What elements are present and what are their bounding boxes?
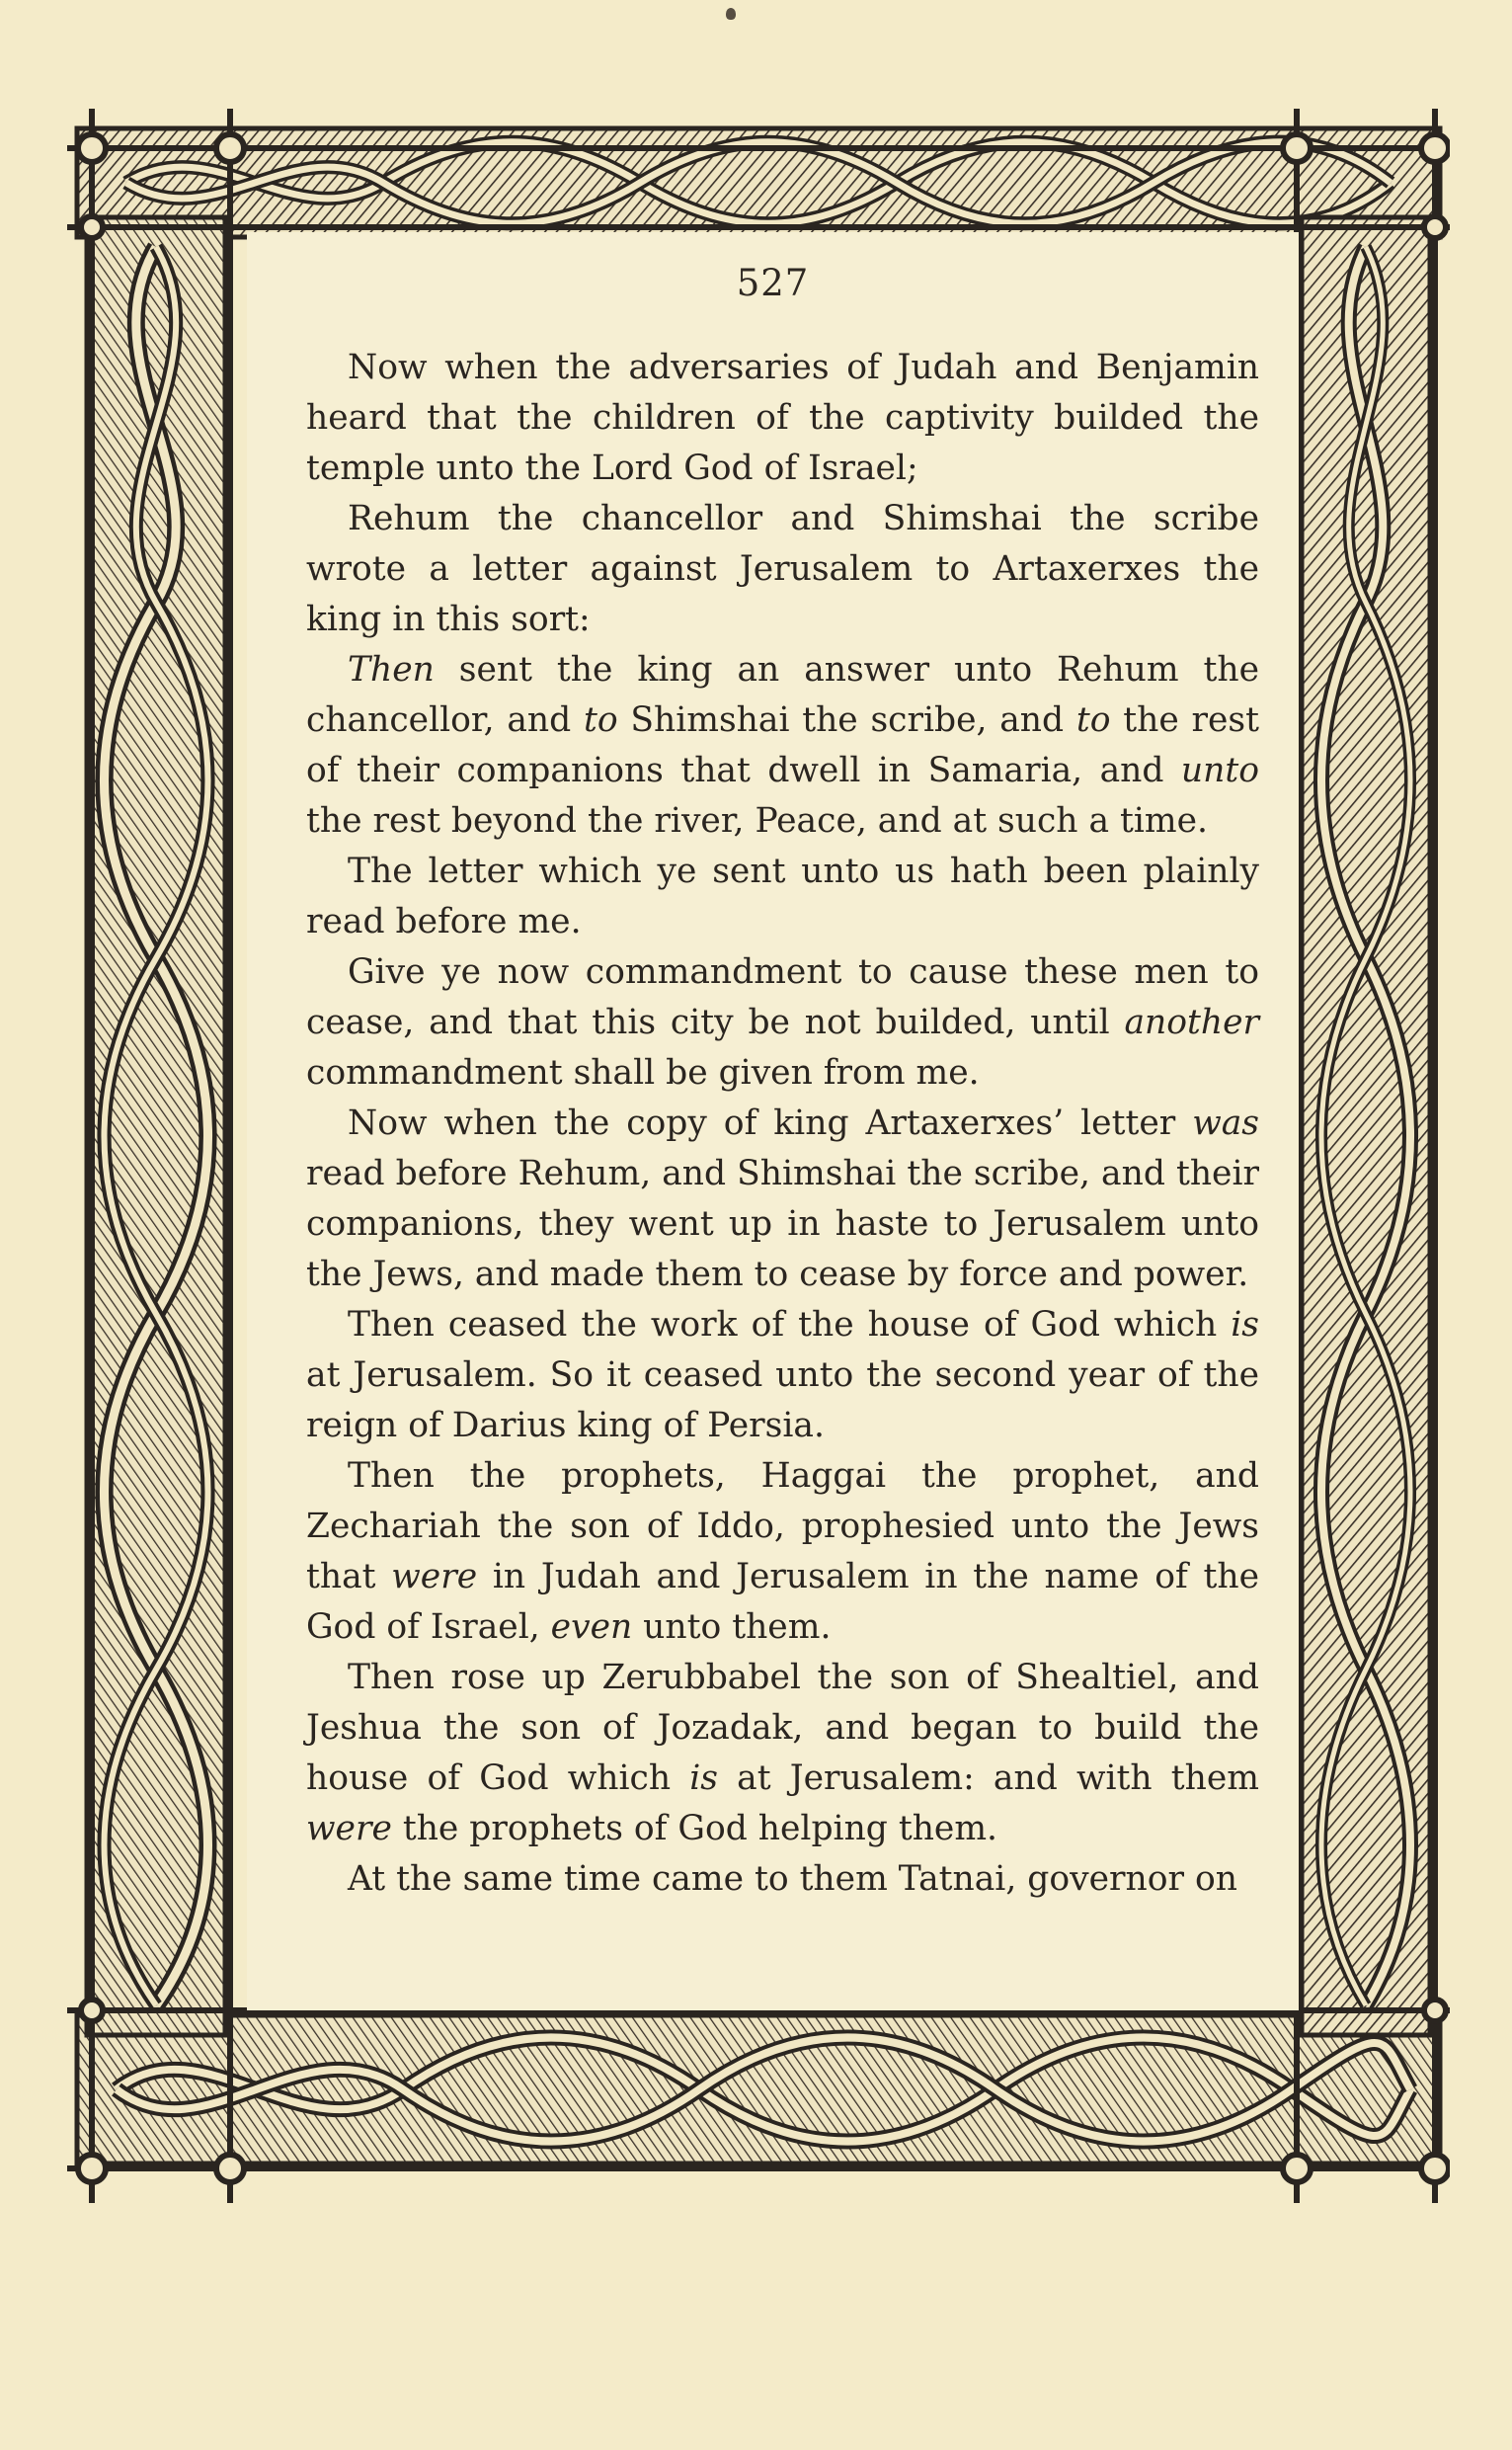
italic-word: were — [306, 1809, 392, 1848]
verse-text-run: at Jerusalem. So it ceased unto the second year of the reign of Darius king of Persia. — [306, 1355, 1259, 1445]
italic-word: another — [1124, 1003, 1259, 1042]
italic-word: unto — [1180, 751, 1259, 790]
verse-paragraph — [306, 494, 1259, 645]
verse-text-run: in Judah and Jerusalem in the name of the God of Israel, — [306, 1557, 1260, 1647]
ink-speck — [726, 8, 736, 20]
verse-text-run: at Jerusalem: and with them — [718, 1758, 1259, 1798]
verse-text-run: Then the prophets, Haggai the prophet, and Zechariah the son of Iddo, prophesied unto the Jews that — [306, 1456, 1259, 1596]
italic-word: to — [1075, 700, 1111, 740]
italic-word: even — [550, 1607, 633, 1647]
italic-word: to — [583, 700, 618, 740]
italic-word: was — [1192, 1103, 1259, 1143]
verse-paragraph — [306, 1451, 1259, 1653]
verse-paragraph — [306, 1300, 1259, 1451]
verse-text-run: Now when the copy of king Artaxerxes’ letter — [348, 1103, 1193, 1143]
italic-word: were — [391, 1557, 478, 1596]
verse-paragraph — [306, 1099, 1259, 1300]
verse-text-run: Then ceased the work of the house of God which — [348, 1305, 1232, 1345]
verse-text-run: the prophets of God helping them. — [391, 1809, 998, 1848]
verse-text-run: The letter which ye sent unto us hath been plainly read before me. — [306, 852, 1259, 941]
page-number: 527 — [736, 262, 810, 304]
verse-paragraph — [306, 847, 1259, 947]
verse-text-run: unto them. — [632, 1607, 832, 1647]
verse-text-run: read before Rehum, and Shimshai the scribe, and their companions, they went up in haste to Jerusalem unto the Jews, and made them to cease by force and power. — [306, 1154, 1259, 1294]
verse-text-run: sent the king an answer unto Rehum the chancellor, and — [306, 650, 1259, 740]
verse-paragraph — [306, 645, 1259, 847]
verse-paragraph — [306, 1653, 1259, 1854]
verse-text — [306, 343, 1259, 1905]
verse-text-run: Then rose up Zerubbabel the son of Shealtiel, and Jeshua the son of Jozadak, and began to build the house of God which — [306, 1658, 1259, 1798]
verse-paragraph — [306, 1854, 1259, 1905]
verse-text-run: commandment shall be given from me. — [306, 1053, 980, 1093]
page-panel — [247, 232, 1299, 2010]
italic-word: Then — [348, 650, 435, 690]
verse-text-run: the rest beyond the river, Peace, and at such a time. — [306, 801, 1209, 841]
italic-word: is — [1231, 1305, 1259, 1345]
verse-text-run: Now when the adversaries of Judah and Benjamin heard that the children of the captivity builded the temple unto the Lord God of Israel; — [306, 348, 1259, 488]
verse-text-run: Rehum the chancellor and Shimshai the scribe wrote a letter against Jerusalem to Artaxerxes the king in this sort: — [306, 499, 1259, 639]
verse-text-run: At the same time came to them Tatnai, governor on — [348, 1859, 1237, 1899]
verse-paragraph — [306, 343, 1259, 494]
verse-paragraph — [306, 947, 1259, 1099]
italic-word: is — [689, 1758, 718, 1798]
top-band — [77, 128, 1440, 237]
verse-text-run: Shimshai the scribe, and — [617, 700, 1076, 740]
bottom-band — [77, 2015, 1440, 2164]
verse-text-run: the rest of their companions that dwell in Samaria, and — [306, 700, 1259, 790]
left-column — [87, 217, 225, 2035]
right-column — [1302, 217, 1430, 2035]
verse-text-run: Give ye now commandment to cause these men to cease, and that this city be not builded, until — [306, 952, 1259, 1042]
